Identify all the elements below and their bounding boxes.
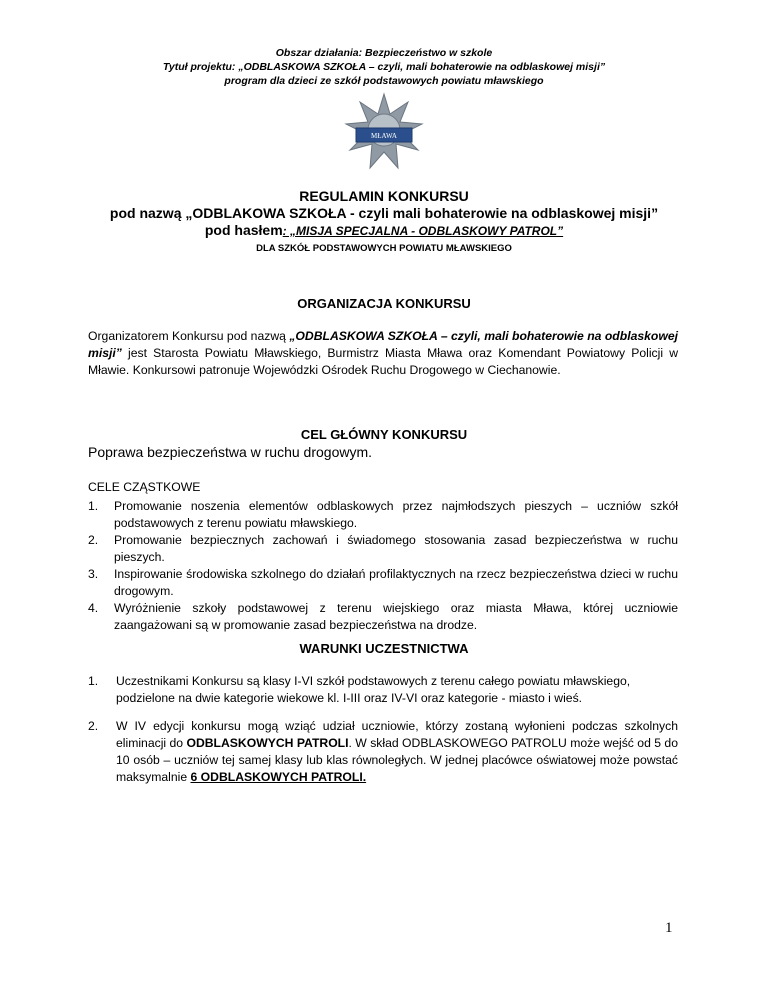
police-star-logo xyxy=(344,92,424,172)
organizacja-paragraph: Organizatorem Konkursu pod nazwą „ODBLASKOWA SZKOŁA – czyli, mali bohaterowie na odblaskowej misji” jest Starosta Powiatu Mławskiego, Burmistrz Miasta Mława oraz Komendant Powiatowy Policji w Mławie. Konkursowi patronuje Wojewódzki Ośrodek Ruchu Drogowego w Ciechanowie. xyxy=(88,329,679,377)
cele-czastkowe-heading: CELE CZĄSTKOWE xyxy=(88,480,201,494)
logo-text: MŁAWA xyxy=(371,132,397,140)
cel-text: Poprawa bezpieczeństwa w ruchu drogowym. xyxy=(88,444,373,460)
target-schools: DLA SZKÓŁ PODSTAWOWYCH POWIATU MŁAWSKIEGO xyxy=(256,243,512,254)
page-number: 1 xyxy=(665,920,673,936)
regulation-title: REGULAMIN KONKURSU xyxy=(299,188,469,204)
list-item: 2. Promowanie bezpiecznych zachowań i świadomego stosowania zasad bezpieczeństwa w ruchu pieszych. xyxy=(88,533,678,564)
header-project-title: Tytuł projektu: „ODBLASKOWA SZKOŁA – czyli, mali bohaterowie na odblaskowej misji” xyxy=(162,61,606,73)
motto-prefix: pod hasłem xyxy=(204,222,283,238)
list-item: 1. Promowanie noszenia elementów odblaskowych przez najmłodszych pieszych – uczniów szkół podstawowych z terenu powiatu mławskiego. xyxy=(88,499,678,530)
competition-name: pod nazwą „ODBLAKOWA SZKOŁA - czyli mali bohaterowie na odblaskowej misji” xyxy=(109,205,659,221)
warunki-item-2: 2. W IV edycji konkursu mogą wziąć udział uczniowie, którzy zostaną wyłonieni podczas szkolnych eliminacji do ODBLASKOWYCH PATROLI. W skład ODBLASKOWEGO PATROLU może wejść od 5 do 10 osób – uczniów tej samej klasy lub klas równoległych. W jednej placówce oświatowej może powstać maksymalnie 6 ODBLASKOWYCH PATROLI. xyxy=(88,719,678,784)
section-heading-warunki: WARUNKI UCZESTNICTWA xyxy=(299,641,469,656)
header-program-line: program dla dzieci ze szkół podstawowych powiatu mławskiego xyxy=(224,75,544,87)
motto-text: : „MISJA SPECJALNA - ODBLASKOWY PATROL” xyxy=(282,224,564,238)
header-area-line: Obszar działania: Bezpieczeństwo w szkole xyxy=(275,47,493,59)
cele-czastkowe-list xyxy=(88,498,678,634)
list-item: 4. Wyróżnienie szkoły podstawowej z terenu wiejskiego oraz miasta Mława, której uczniowie zaangażowani są w promowanie zasad bezpieczeństwa na drodze. xyxy=(88,601,678,632)
competition-motto xyxy=(0,222,768,240)
list-item: 3. Inspirowanie środowiska szkolnego do działań profilaktycznych na rzecz bezpieczeństwa dzieci w ruchu drogowym. xyxy=(88,567,678,598)
section-heading-organizacja: ORGANIZACJA KONKURSU xyxy=(297,296,471,311)
warunki-item-1: 1. Uczestnikami Konkursu są klasy I-VI szkół podstawowych z terenu całego powiatu mławskiego, podzielone na dwie kategorie wiekowe kl. I-III oraz IV-VI oraz kategorie - miasto i wieś. xyxy=(88,674,631,705)
section-heading-cel: CEL GŁÓWNY KONKURSU xyxy=(300,427,468,442)
